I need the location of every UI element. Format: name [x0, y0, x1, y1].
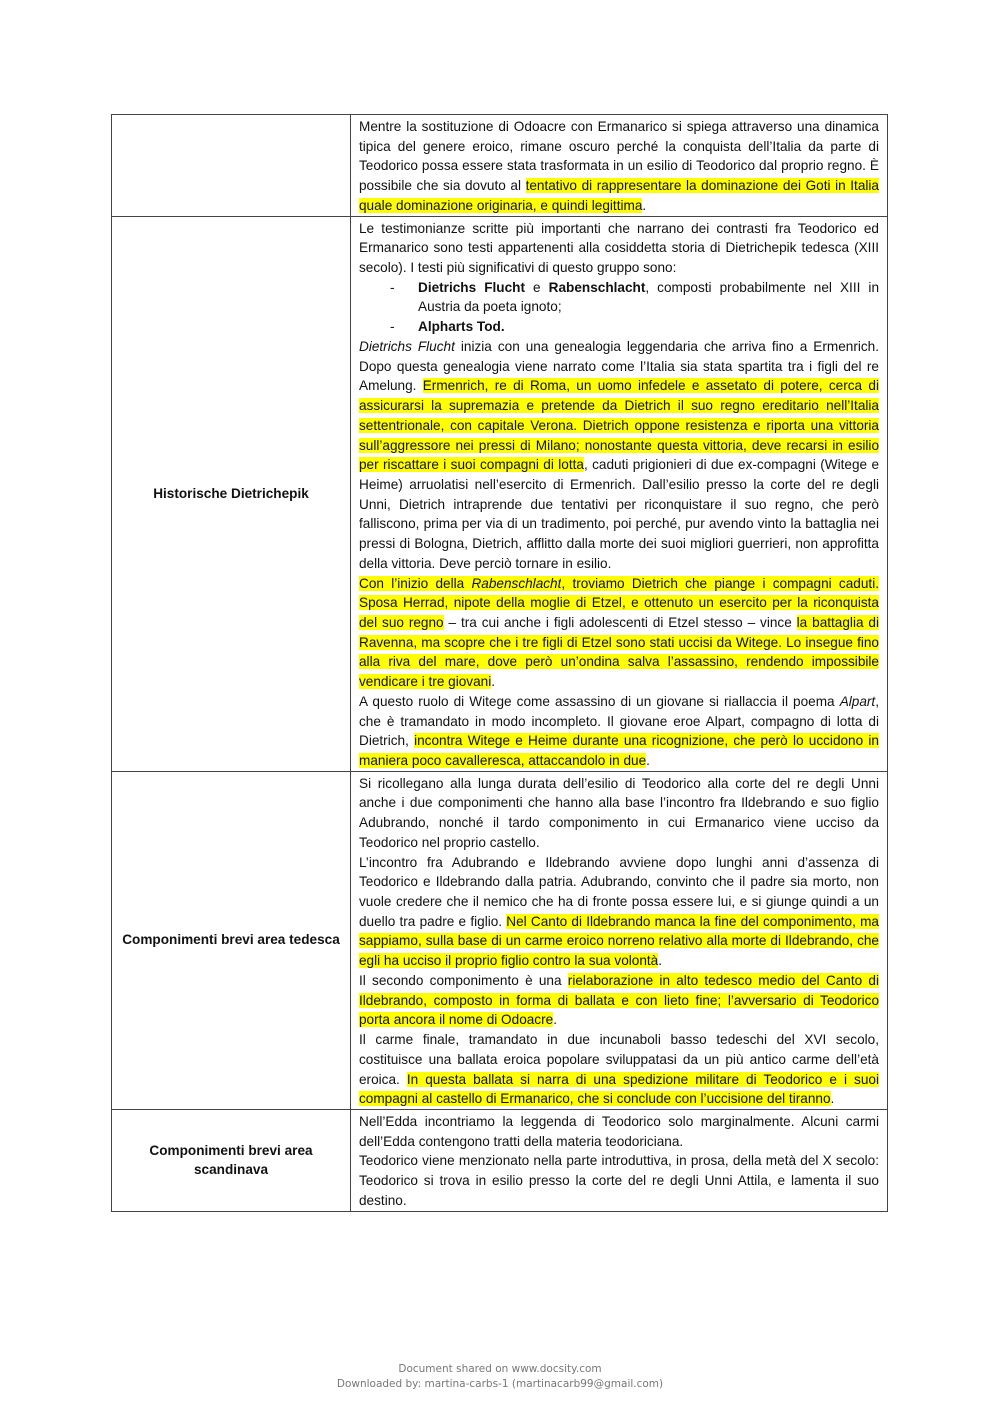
footer-shared-line: Document shared on www.docsity.com	[398, 1363, 602, 1375]
paragraph	[359, 692, 879, 771]
row-content	[351, 1109, 888, 1211]
paragraph	[359, 971, 879, 1030]
highlighted-text: Ermenrich, re di Roma, un uomo infedele e assetato di potere, cerca di assicurarsi la supremazia e pretende da Dietrich il suo regno ereditario nell’Italia settentrionale, con capitale Verona. Dietrich oppone resistenza e riporta una vittoria sull’aggressore nei pressi di Milano; nonostante questa vittoria, deve recarsi in esilio per riscattare i suoi compagni di lotta	[359, 378, 879, 473]
text-run: inizia con una genealogia leggendaria che arriva fino a Ermenrich. Dopo questa genealogia viene narrato come l’Italia sia stata spartita tra i figli del re Amelung.	[359, 338, 879, 394]
row-label: Componimenti brevi area scandinava	[112, 1109, 351, 1211]
table-row	[112, 771, 888, 1109]
text-run: .	[553, 1012, 557, 1028]
text-run: Il carme finale, tramandato in due incunaboli basso tedeschi del XVI secolo, costituisce una ballata eroica popolare sviluppatasi da un più antico carme dell’età eroica.	[359, 1032, 879, 1087]
list-item: - Alpharts Tod.	[359, 317, 879, 337]
text-run: Nell’Edda incontriamo la leggenda di Teodorico solo marginalmente. Alcuni carmi dell’Edda contengono tratti della materia teodoriciana.	[359, 1113, 879, 1149]
text-run: Alpart	[839, 693, 876, 709]
text-run: .	[642, 197, 647, 213]
paragraph	[359, 774, 879, 853]
highlighted-text: tentativo di rappresentare la dominazione dei Goti in Italia quale dominazione originaria, e quindi legittima	[359, 178, 879, 213]
text-run: .	[658, 953, 663, 969]
paragraph	[359, 337, 879, 574]
text-run: .	[491, 674, 496, 690]
text-run: , che è tramandato in modo incompleto. Il giovane eroe Alpart, compagno di lotta di Dietrich,	[359, 693, 879, 749]
text-run: .	[646, 753, 650, 768]
highlighted-text: incontra Witege e Heime durante una ricognizione, che però lo uccidono in maniera poco cavalleresca, attaccandolo in due	[359, 733, 879, 768]
paragraph	[359, 574, 879, 692]
row-content	[351, 115, 888, 217]
row-label: Historische Dietrichepik	[112, 216, 351, 771]
highlighted-text: la battaglia di Ravenna, ma scopre che i tre figli di Etzel sono stati uccisi da Witege. Lo insegue fino alla riva del mare, dove però un’ondina salva l’assassino, rendendo impossibile vendicare i tre giovani	[359, 614, 879, 690]
text-run: .	[830, 1091, 835, 1107]
paragraph: Le testimonianze scritte più importanti che narrano dei contrasti fra Teodorico ed Ermanarico sono testi appartenenti alla cosiddetta storia di Dietrichepik tedesca (XIII secolo). I testi più significativi di questo gruppo sono:	[359, 220, 879, 276]
paragraph	[359, 853, 879, 971]
table-row	[112, 216, 888, 771]
content-table	[111, 114, 888, 1212]
highlighted-text: In questa ballata si narra di una spedizione militare di Teodorico e i suoi compagni al castello di Ermanarico, che si conclude con l’uccisione del tiranno	[359, 1071, 879, 1107]
text-run: A questo ruolo di Witege come assassino di un giovane si riallaccia il poema	[359, 693, 840, 709]
text-run: L’incontro fra Adubrando e Ildebrando avviene dopo lunghi anni d’assenza di Teodorico e Ildebrando dalla patria. Adubrando, convinto che il padre sia morto, non vuole credere che il nemico che ha di fronte possa essere lui, e si giunge quindi a un duello tra padre e figlio.	[359, 854, 879, 929]
table-row	[112, 115, 888, 217]
row-content	[351, 771, 888, 1109]
paragraph	[359, 1030, 879, 1109]
paragraph	[359, 117, 879, 216]
text-run: Dietrichs Flucht	[359, 338, 455, 354]
highlighted-text: Con l’inizio della	[359, 575, 472, 591]
row-label	[112, 115, 351, 217]
highlighted-text: Nel Canto di Ildebrando manca la fine del componimento, ma sappiamo, sulla base di un carme eroico norreno relativo alla morte di Ildebrando, che egli ha ucciso il proprio figlio contro la sua volontà	[359, 913, 879, 969]
footer-download-line: Downloaded by: martina-carbs-1 (martinacarb99@gmail.com)	[336, 1378, 664, 1390]
highlighted-text: rielaborazione in alto tedesco medio del Canto di Ildebrando, composto in forma di ballata e con lieto fine; l’avversario di Teodorico porta ancora il nome di Odoacre	[359, 972, 879, 1028]
text-run: – tra cui anche i figli adolescenti di Etzel stesso – vince	[443, 614, 797, 630]
works-list	[359, 278, 879, 337]
text-run: Teodorico viene menzionato nella parte introduttiva, in prosa, della metà del X secolo: Teodorico si trova in esilio presso la corte del re degli Unni Attila, e lamenta il suo destino.	[359, 1153, 879, 1208]
table-row	[112, 1109, 888, 1211]
list-item: - Dietrichs Flucht e Rabenschlacht, composti probabilmente nel XIII in Austria da poeta ignoto;	[359, 278, 879, 317]
text-run: , caduti prigionieri di due ex-compagni (Witege e Heime) arruolatisi nell’esercito di Ermenrich. Dall’esilio presso la corte del re degli Unni, Dietrich intraprende due tentativi per riconquistare il suo regno, che però falliscono, prima per via di un tradimento, poi perché, pur avendo vinto la battaglia nei pressi di Bologna, Dietrich, afflitto dalla morte dei suoi migliori guerrieri, non approfitta della vittoria. Deve perciò tornare in esilio.	[359, 457, 880, 571]
highlighted-text: Rabenschlacht	[471, 575, 562, 591]
highlighted-text: , troviamo Dietrich che piange i compagni caduti. Sposa Herrad, nipote della moglie di Etzel, e ottenuto un esercito per la riconquista del suo regno	[359, 575, 879, 630]
row-content	[351, 216, 888, 771]
paragraph	[359, 1112, 879, 1151]
row-label: Componimenti brevi area tedesca	[112, 771, 351, 1109]
text-run: Si ricollegano alla lunga durata dell’esilio di Teodorico alla corte del re degli Unni anche i due componimenti che hanno alla base l’incontro fra Ildebrando e suo figlio Adubrando, nonché il tardo componimento in cui Ermanarico viene ucciso da Teodorico nel proprio castello.	[359, 775, 879, 850]
paragraph	[359, 1151, 879, 1210]
text-run: Il secondo componimento è una	[359, 972, 568, 988]
text-run: Mentre la sostituzione di Odoacre con Ermanarico si spiega attraverso una dinamica tipica del genere eroico, rimane oscuro perché la conquista dell’Italia da parte di Teodorico possa essere stata trasformata in un esilio di Teodorico dal proprio regno. È possibile che sia dovuto al	[359, 119, 879, 194]
